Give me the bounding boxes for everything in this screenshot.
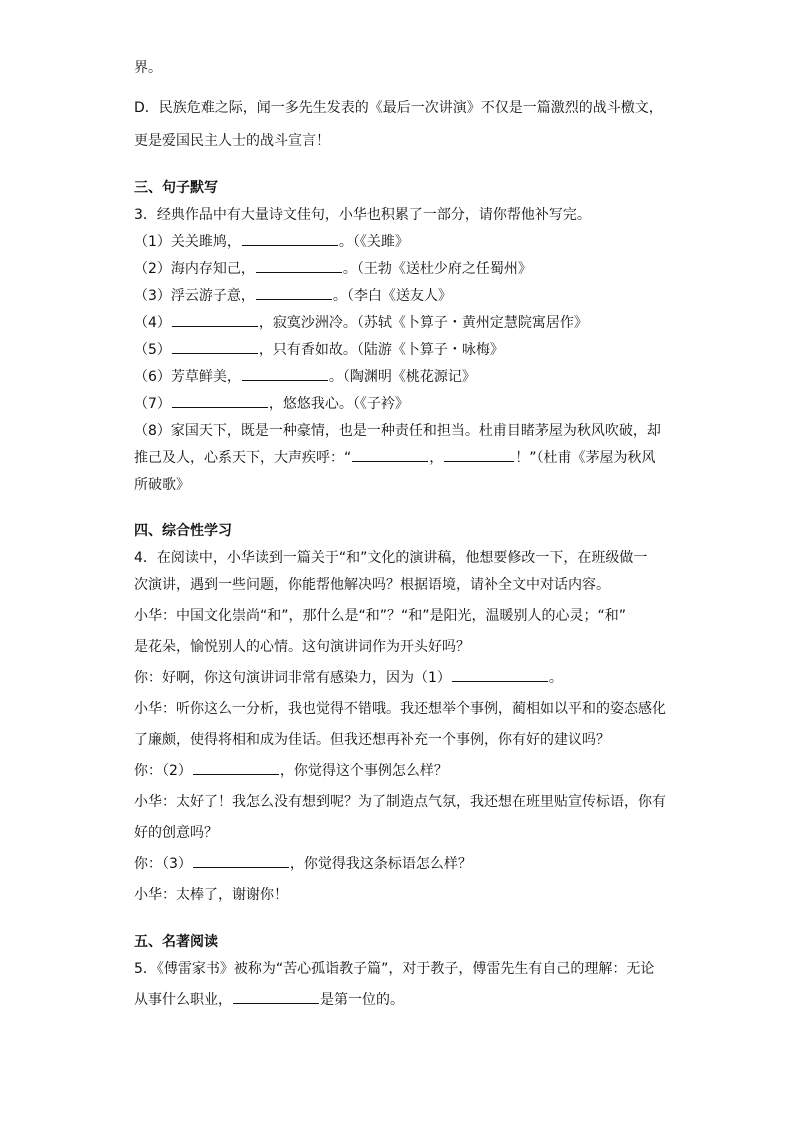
answer-blank[interactable] [172,394,268,408]
answer-blank[interactable] [193,854,289,868]
text-line [134,340,504,360]
text-segment: 。 [548,670,563,686]
text-line: 5．《傅雷家书》被称为“苦心孤诣教子篇”，对于教子，傅雷先生有自己的理解：无论 [134,961,655,977]
answer-blank[interactable] [352,448,428,462]
text-line: 了廉颇，使得将相和成为佳话。但我还想再补充一个事例，你有好的建议吗？ [134,732,610,748]
text-line: D．民族危难之际，闻一多先生发表的《最后一次讲演》不仅是一篇激烈的战斗檄文， [134,100,663,116]
text-line [134,448,656,468]
answer-blank[interactable] [233,990,319,1004]
answer-blank[interactable] [444,448,514,462]
text-line [134,668,563,688]
text-segment: 。（陶渊明《桃花源记》 [328,369,476,385]
section-heading: 五、名著阅读 [134,934,218,950]
text-line [134,259,532,279]
text-line [134,286,452,306]
text-line [134,990,404,1010]
text-line: 界。 [134,60,162,76]
answer-blank[interactable] [172,313,258,327]
text-segment: 是第一位的。 [320,992,404,1008]
text-segment: ，只有香如故。（陆游《卜算子・咏梅》 [258,342,504,358]
text-line [134,394,409,414]
text-line [134,367,476,387]
text-segment: （4） [134,315,171,331]
text-segment: （3）浮云游子意， [134,288,255,304]
text-line: 小华：听你这么一分析，我也觉得不错哦。我还想举个事例，蔺相如以平和的姿态感化 [134,701,666,717]
text-segment: 。（李白《送友人》 [332,288,452,304]
answer-blank[interactable] [256,259,342,273]
text-segment: ，你觉得这个事例怎么样？ [279,763,448,779]
text-line: 3．经典作品中有大量诗文佳句，小华也积累了一部分，请你帮他补写完。 [134,207,591,223]
text-segment: （5） [134,342,171,358]
answer-blank[interactable] [452,668,548,682]
text-segment: 你：（2） [134,763,192,779]
answer-blank[interactable] [242,367,328,381]
text-line: 所破歌》 [134,477,190,493]
text-segment: 你：好啊，你这句演讲词非常有感染力，因为（1） [134,670,451,686]
answer-blank[interactable] [256,286,332,300]
text-segment: ，悠悠我心。（《子衿》 [268,396,409,412]
text-line: 小华：中国文化崇尚“和”，那什么是“和”？“和”是阳光，温暖别人的心灵；“和” [134,608,627,624]
text-line: （8）家国天下，既是一种豪情，也是一种责任和担当。杜甫目睹茅屋为秋风吹破，却 [134,423,661,439]
section-heading: 三、句子默写 [134,180,218,196]
text-line: 小华：太好了！我怎么没有想到呢？为了制造点气氛，我还想在班里贴宣传标语，你有 [134,794,666,810]
text-segment: ，寂寞沙洲冷。（苏轼《卜算子・黄州定慧院寓居作》 [258,315,588,331]
text-segment: ， [429,450,444,466]
text-line: 次演讲，遇到一些问题，你能帮他解决吗？根据语境，请补全文中对话内容。 [134,577,610,593]
text-line: 小华：太棒了，谢谢你！ [134,887,288,903]
text-segment: 推己及人，心系天下，大声疾呼：“ [134,450,352,466]
text-segment: （2）海内存知己， [134,261,255,277]
text-line [134,313,588,333]
text-segment: ，你觉得我这条标语怎么样？ [289,856,472,872]
text-line: 是花朵，愉悦别人的心情。这句演讲词作为开头好吗？ [134,639,470,655]
text-segment: （6）芳草鲜美， [134,369,241,385]
text-segment: 从事什么职业， [134,992,232,1008]
text-line: 更是爱国民主人士的战斗宣言！ [134,133,330,149]
text-segment: （1）关关雎鸠， [134,234,241,250]
answer-blank[interactable] [172,340,258,354]
text-line [134,854,472,874]
text-line [134,761,448,781]
answer-blank[interactable] [193,761,279,775]
text-segment: （7） [134,396,171,412]
section-heading: 四、综合性学习 [134,523,232,539]
text-line: 4．在阅读中，小华读到一篇关于“和”文化的演讲稿，他想要修改一下，在班级做一 [134,550,648,566]
text-segment: ！”（杜甫《茅屋为秋风 [515,450,656,466]
text-segment: 你：（3） [134,856,192,872]
text-line: 好的创意吗？ [134,825,218,841]
text-segment: 。（王勃《送杜少府之任蜀州》 [342,261,532,277]
answer-blank[interactable] [242,232,338,246]
text-segment: 。（《关雎》 [338,234,409,250]
text-line [134,232,409,252]
